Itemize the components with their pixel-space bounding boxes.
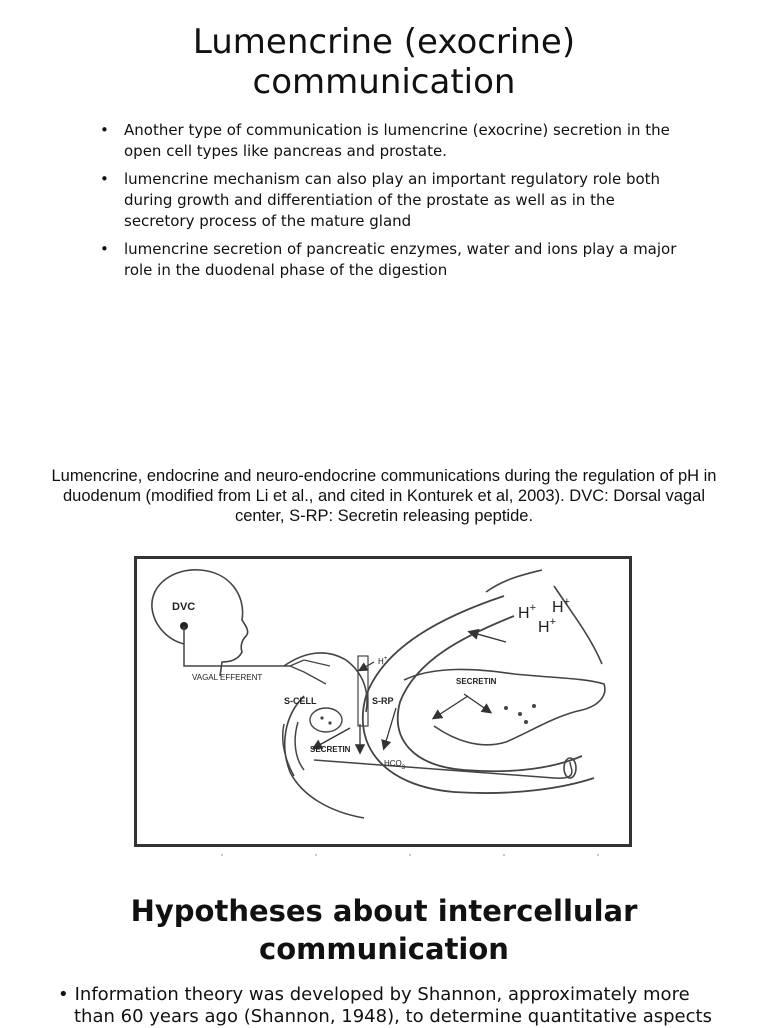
- h-ion-plus: +: [549, 616, 556, 628]
- secretin-diagram: [134, 556, 632, 848]
- bullet-dot: •: [100, 240, 109, 258]
- second-slide-title: [0, 892, 768, 968]
- pancreas-dot: [524, 720, 528, 724]
- slide-title: [0, 22, 768, 102]
- speck: [315, 854, 317, 856]
- h-ion-plus: +: [563, 596, 570, 608]
- pancreas-dot: [532, 704, 536, 708]
- h-small-plus: +: [383, 656, 388, 662]
- slide-title-line-1: Lumencrine (exocrine): [192, 22, 576, 62]
- bullet-list: [100, 120, 680, 288]
- scan-specks: [134, 852, 632, 860]
- secretin-left-label: SECRETIN: [310, 745, 351, 754]
- s-cell-dot: [320, 716, 323, 719]
- secretin-right-label: SECRETIN: [456, 677, 497, 686]
- bullet-dot: •: [58, 984, 69, 1005]
- h-ion-plus: +: [529, 602, 536, 614]
- speck: [503, 854, 505, 856]
- second-bullet-line-1: Information theory was developed by Shannon, approximately more: [74, 984, 690, 1005]
- bullet-item: [100, 120, 680, 162]
- pancreas-dot: [518, 712, 522, 716]
- h-ion-text: H: [552, 599, 564, 616]
- second-bullet-line-2: than 60 years ago (Shannon, 1948), to determine quantitative aspects: [74, 1006, 712, 1027]
- h-small-text: H: [378, 657, 384, 666]
- speck: [221, 854, 223, 856]
- hco3-text: HCO: [384, 759, 402, 768]
- vagal-efferent-label: VAGAL EFFERENT: [192, 673, 263, 682]
- bullet-dot: •: [100, 121, 109, 139]
- bullet-item: [100, 239, 680, 281]
- h-ion-text: H: [538, 619, 550, 636]
- dvc-label: DVC: [172, 601, 196, 613]
- bullet-text: lumencrine secretion of pancreatic enzymes, water and ions play a major role in the duodenal phase of the digestion: [124, 240, 677, 279]
- figure-caption: Lumencrine, endocrine and neuro-endocrine communications during the regulation of pH in duodenum (modified from Li et al., and cited in Konturek et al, 2003). DVC: Dorsal vagal center, S-RP: Secretin releasing peptide.: [51, 467, 717, 525]
- second-title-line-2: communication: [259, 932, 509, 966]
- bullet-item: [100, 169, 680, 232]
- second-title-line-1: Hypotheses about intercellular: [130, 894, 638, 928]
- pancreas-dot: [504, 706, 508, 710]
- h-ion-text: H: [518, 605, 530, 622]
- speck: [409, 854, 411, 856]
- s-rp-label: S-RP: [372, 696, 394, 706]
- second-slide-bullet: [58, 984, 758, 1028]
- s-cell-label: S-CELL: [284, 696, 317, 706]
- hco3-subscript: 3: [401, 765, 406, 771]
- s-cell-dot: [328, 721, 331, 724]
- bullet-text: Another type of communication is lumencrine (exocrine) secretion in the open cell types like pancreas and prostate.: [124, 121, 670, 160]
- bullet-text: lumencrine mechanism can also play an important regulatory role both during growth and differentiation of the prostate as well as in the secretory process of the mature gland: [124, 170, 661, 230]
- bullet-dot: •: [100, 170, 109, 188]
- speck: [597, 854, 599, 856]
- slide-title-line-2: communication: [252, 62, 516, 102]
